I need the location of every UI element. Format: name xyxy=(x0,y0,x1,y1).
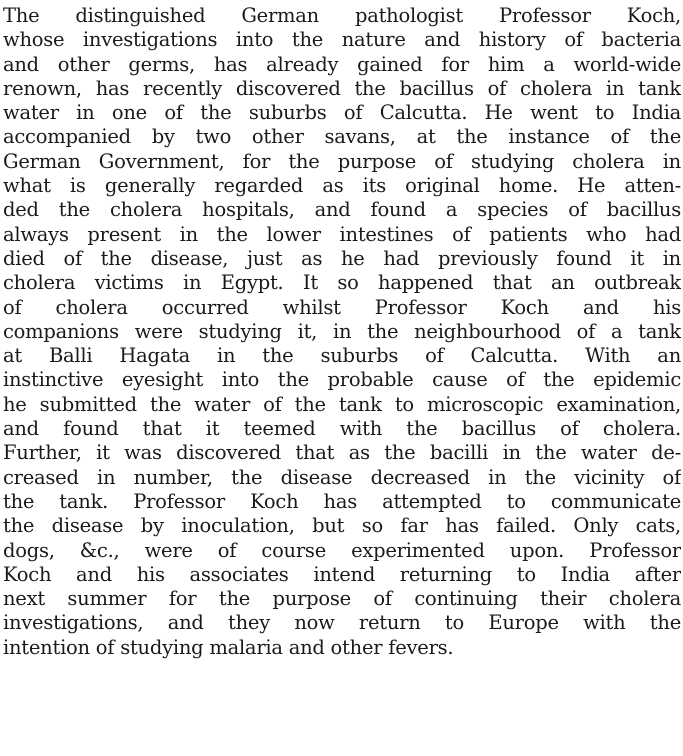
text-line: intention of studying malaria and other fevers. xyxy=(3,635,454,659)
text-line: water in one of the suburbs of Calcutta. He went to India xyxy=(3,101,681,125)
text-line: Further, it was discovered that as the bacilli in the water de- xyxy=(3,441,681,465)
text-line: of cholera occurred whilst Professor Koch and his xyxy=(3,295,681,319)
text-line: always present in the lower intestines of patients who had xyxy=(3,222,681,246)
text-line: ded the cholera hospitals, and found a species of bacillus xyxy=(3,198,681,222)
text-line: companions were studying it, in the neighbourhood of a tank xyxy=(3,319,681,343)
text-line: dogs, &c., were of course experimented upon. Professor xyxy=(3,538,681,562)
text-line: next summer for the purpose of continuing their cholera xyxy=(3,587,681,611)
text-line: renown, has recently discovered the bacillus of cholera in tank xyxy=(3,76,681,100)
text-line: at Balli Hagata in the suburbs of Calcutta. With an xyxy=(3,344,681,368)
text-line: Koch and his associates intend returning to India after xyxy=(3,562,681,586)
text-line: cholera victims in Egypt. It so happened that an outbreak xyxy=(3,271,681,295)
text-line: whose investigations into the nature and history of bacteria xyxy=(3,28,681,52)
text-line: creased in number, the disease decreased in the vicinity of xyxy=(3,465,681,489)
text-line: and other germs, has already gained for him a world-wide xyxy=(3,52,681,76)
text-line: The distinguished German pathologist Professor Koch, xyxy=(3,4,681,27)
text-line: investigations, and they now return to Europe with the xyxy=(3,611,681,635)
text-line: instinctive eyesight into the probable cause of the epidemic xyxy=(3,368,681,392)
text-line: accompanied by two other savans, at the instance of the xyxy=(3,125,681,149)
text-line: died of the disease, just as he had previously found it in xyxy=(3,246,681,270)
text-line: and found that it teemed with the bacillus of cholera. xyxy=(3,417,681,441)
text-line: the disease by inoculation, but so far has failed. Only cats, xyxy=(3,514,681,538)
text-line: German Government, for the purpose of studying cholera in xyxy=(3,149,681,173)
text-line: the tank. Professor Koch has attempted to communicate xyxy=(3,489,681,513)
text-line: what is generally regarded as its original home. He atten- xyxy=(3,174,681,198)
article-text xyxy=(3,4,681,660)
text-line: he submitted the water of the tank to microscopic examination, xyxy=(3,392,681,416)
